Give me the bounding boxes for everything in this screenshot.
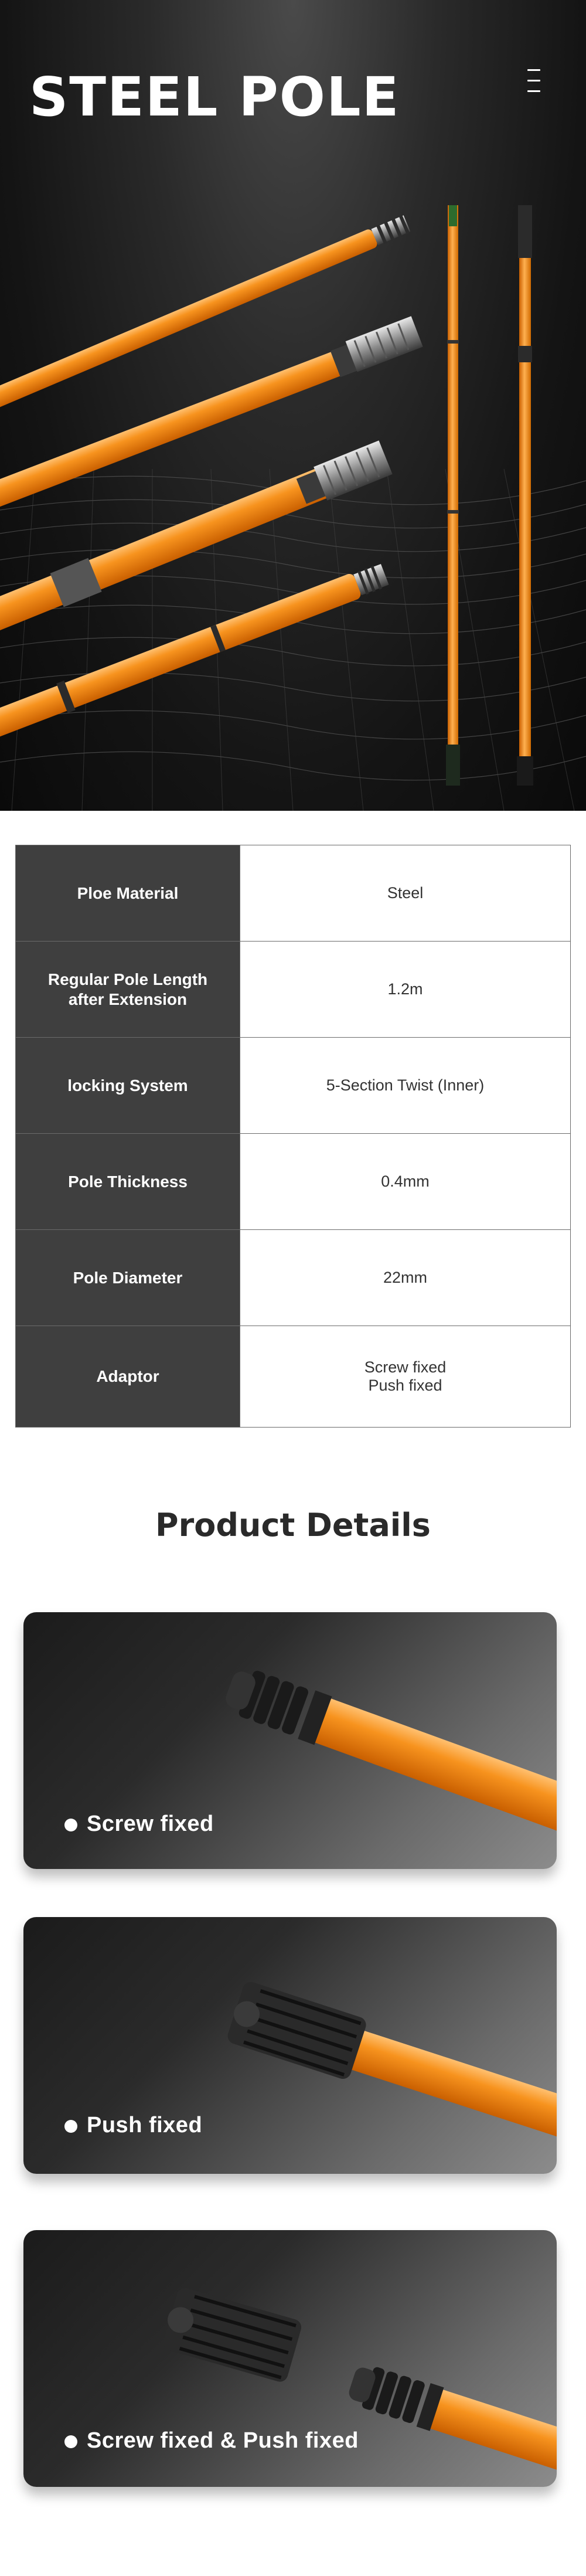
spec-row-diameter [16, 1230, 570, 1326]
card-label: Push fixed [87, 2113, 203, 2137]
spec-label: Ploe Material [16, 845, 240, 941]
spec-row-length [16, 942, 570, 1038]
card-label: Screw fixed & Push fixed [87, 2428, 359, 2453]
spec-row-adaptor [16, 1326, 570, 1427]
spec-value: Screw fixed Push fixed [240, 1326, 570, 1427]
spec-value: 1.2m [240, 942, 570, 1037]
page-title: STEEL POLE [29, 66, 400, 128]
spec-row-material [16, 845, 570, 942]
spec-label: locking System [16, 1038, 240, 1133]
spec-value: 5-Section Twist (Inner) [240, 1038, 570, 1133]
spec-row-locking [16, 1038, 570, 1134]
detail-card-screw-and-push-fixed [23, 2230, 557, 2487]
card-label: Screw fixed [87, 1812, 214, 1836]
product-details-heading: Product Details [155, 1507, 431, 1544]
detail-card-push-fixed [23, 1917, 557, 2174]
detail-card-screw-fixed [23, 1612, 557, 1869]
bullet-dot [64, 2435, 77, 2448]
spec-label: Adaptor [16, 1326, 240, 1427]
specification-table [15, 845, 571, 1428]
spec-value: 0.4mm [240, 1134, 570, 1229]
spec-value: 22mm [240, 1230, 570, 1326]
hero-banner [0, 0, 586, 811]
spec-label: Regular Pole Length after Extension [16, 942, 240, 1037]
hamburger-menu-icon[interactable] [525, 64, 543, 97]
spec-label: Pole Diameter [16, 1230, 240, 1326]
spec-label: Pole Thickness [16, 1134, 240, 1229]
spec-row-thickness [16, 1134, 570, 1230]
bullet-dot [64, 2120, 77, 2133]
spec-value: Steel [240, 845, 570, 941]
bullet-dot [64, 1819, 77, 1831]
